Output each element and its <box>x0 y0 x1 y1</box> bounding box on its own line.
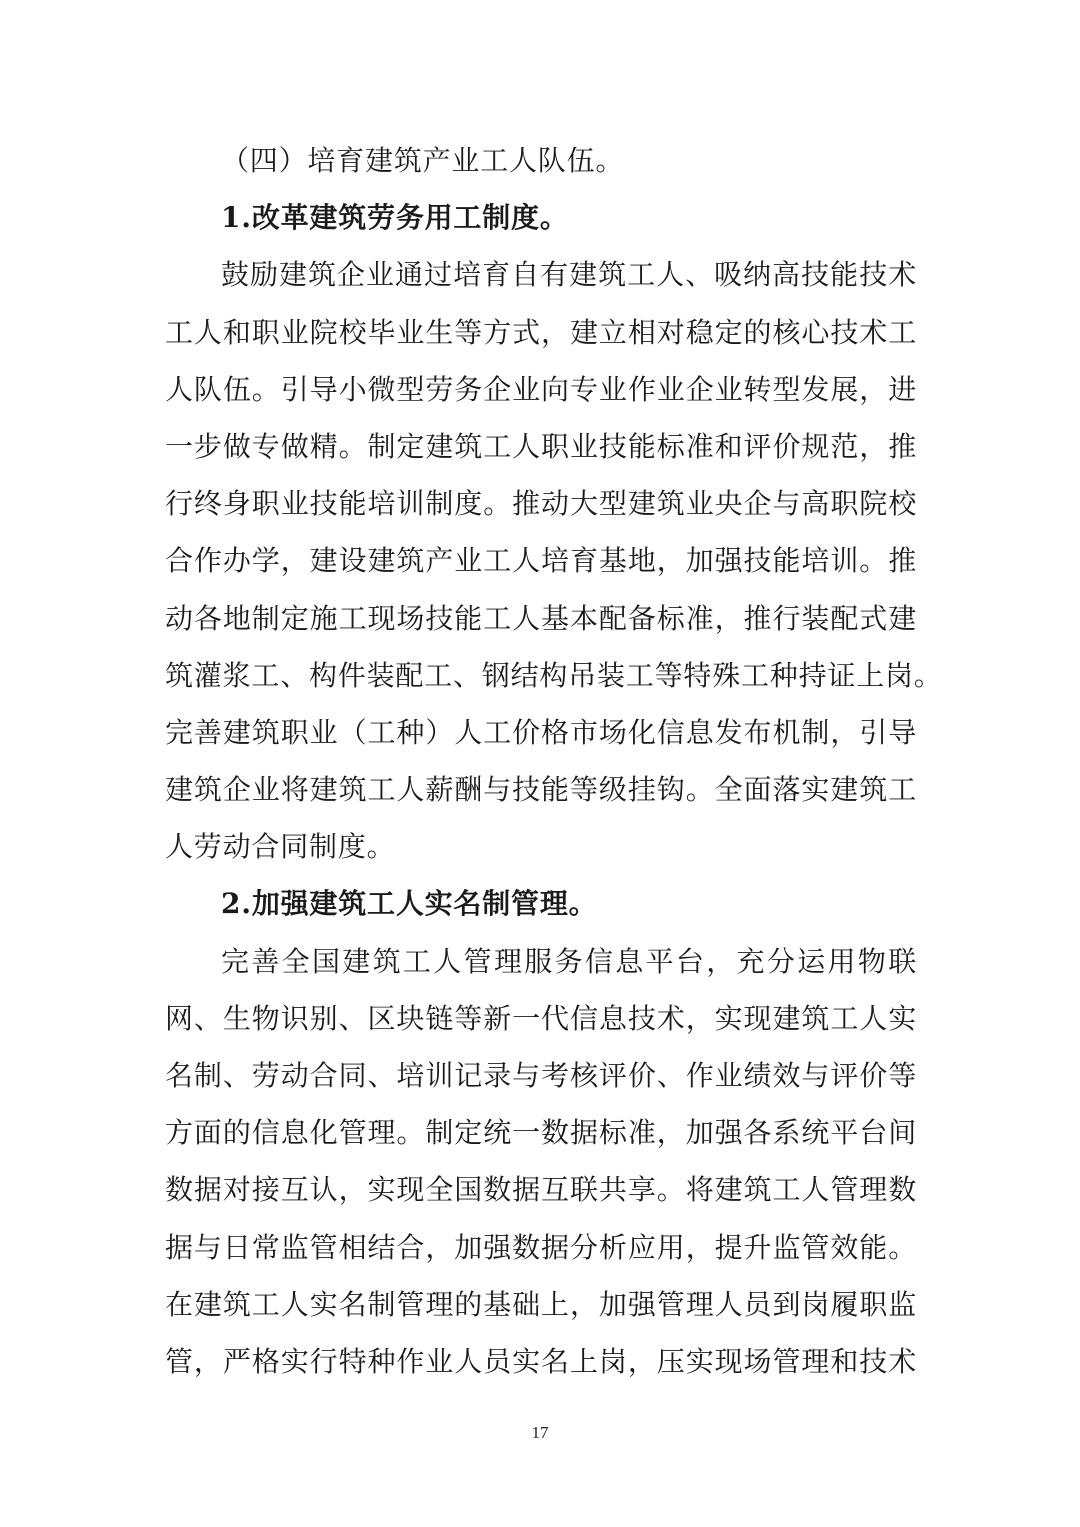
paragraph-line: 数据对接互认，实现全国数据互联共享。将建筑工人管理数 <box>165 1173 917 1207</box>
paragraph-line: 据与日常监管相结合，加强数据分析应用，提升监管效能。 <box>165 1230 917 1264</box>
paragraph-line: 方面的信息化管理。制定统一数据标准，加强各系统平台间 <box>165 1116 917 1150</box>
paragraph-line: 建筑企业将建筑工人薪酬与技能等级挂钩。全面落实建筑工 <box>165 773 917 807</box>
section-heading: （四）培育建筑产业工人队伍。 <box>221 144 625 177</box>
paragraph-line: 工人和职业院校毕业生等方式，建立相对稳定的核心技术工 <box>165 315 917 349</box>
paragraph-line: 人劳动合同制度。 <box>165 830 396 864</box>
paragraph-line: 完善建筑职业（工种）人工价格市场化信息发布机制，引导 <box>165 715 917 749</box>
paragraph-line: 一步做专做精。制定建筑工人职业技能标准和评价规范，推 <box>165 429 917 463</box>
paragraph-line: 网、生物识别、区块链等新一代信息技术，实现建筑工人实 <box>165 1001 917 1035</box>
paragraph-line: 筑灌浆工、构件装配工、钢结构吊装工等特殊工种持证上岗。 <box>165 658 943 692</box>
page-number: 17 <box>531 1423 549 1442</box>
paragraph-line: 在建筑工人实名制管理的基础上，加强管理人员到岗履职监 <box>165 1287 917 1321</box>
paragraph-line: 动各地制定施工现场技能工人基本配备标准，推行装配式建 <box>165 601 917 635</box>
paragraph-line: 鼓励建筑企业通过培育自有建筑工人、吸纳高技能技术 <box>221 258 917 292</box>
item1-heading: 1.改革建筑劳务用工制度。 <box>221 201 569 235</box>
document-body <box>165 132 943 1390</box>
paragraph-line: 行终身职业技能培训制度。推动大型建筑业央企与高职院校 <box>165 487 917 521</box>
paragraph-line: 合作办学，建设建筑产业工人培育基地，加强技能培训。推 <box>165 544 917 578</box>
item2-heading: 2.加强建筑工人实名制管理。 <box>221 887 598 921</box>
paragraph-line: 人队伍。引导小微型劳务企业向专业作业企业转型发展，进 <box>165 372 917 406</box>
paragraph-line: 完善全国建筑工人管理服务信息平台，充分运用物联 <box>221 944 917 978</box>
paragraph-line: 名制、劳动合同、培训记录与考核评价、作业绩效与评价等 <box>165 1059 917 1092</box>
paragraph-line: 管，严格实行特种作业人员实名上岗，压实现场管理和技术 <box>165 1344 917 1378</box>
